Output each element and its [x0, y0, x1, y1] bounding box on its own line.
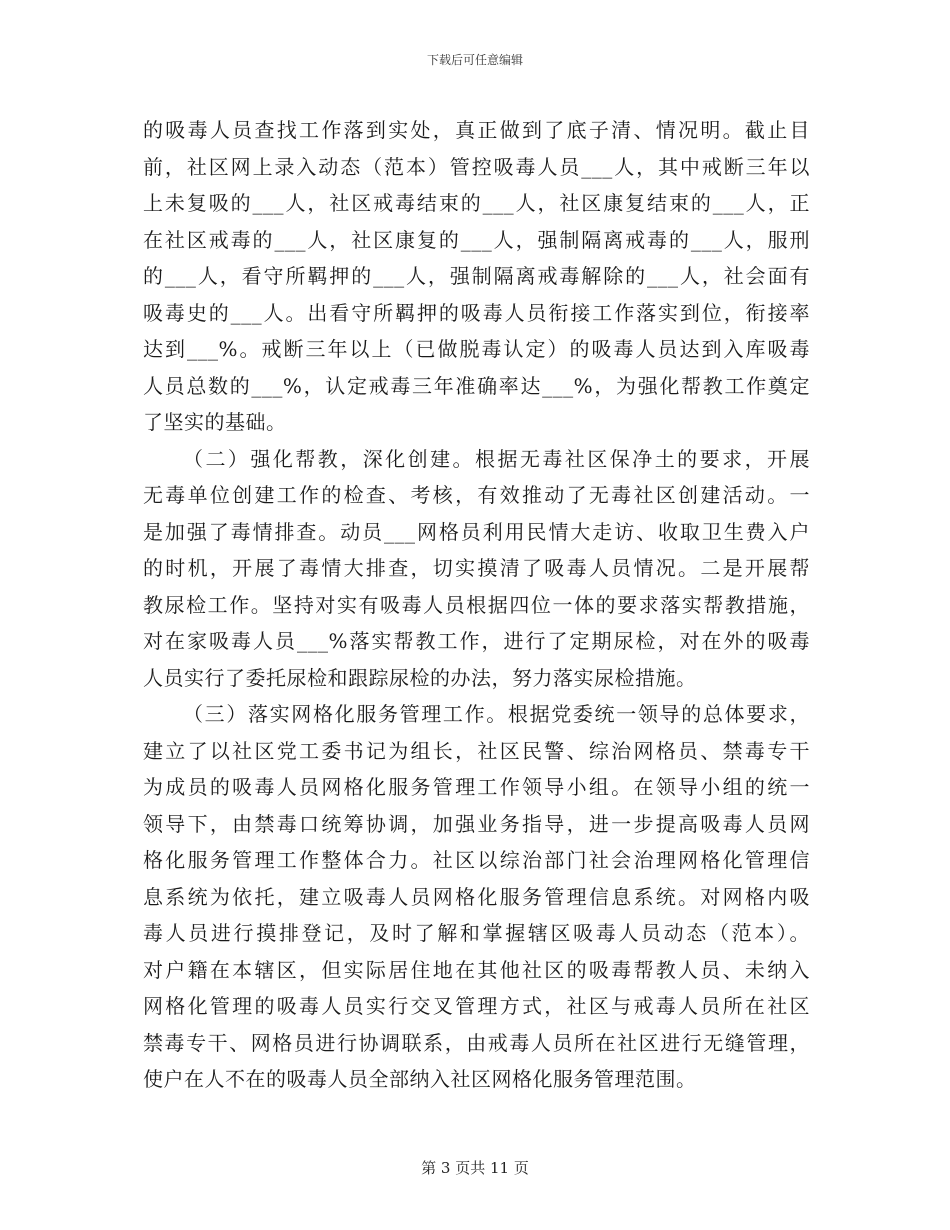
text-line: 达到___%。戒断三年以上（已做脱毒认定）的吸毒人员达到入库吸毒 [143, 337, 810, 361]
text-line: 了坚实的基础。 [143, 410, 287, 434]
paragraph-2 [143, 441, 810, 697]
text-line: 禁毒专干、网格员进行协调联系，由戒毒人员所在社区进行无缝管理， [143, 1030, 810, 1055]
text-line: 吸毒史的___人。出看守所羁押的吸毒人员衔接工作落实到位，衔接率 [143, 300, 810, 325]
text-line: 息系统为依托，建立吸毒人员网格化服务管理信息系统。对网格内吸 [143, 884, 810, 909]
text-line: 领导下，由禁毒口统筹协调，加强业务指导，进一步提高吸毒人员网 [143, 811, 810, 836]
text-line: 格化服务管理工作整体合力。社区以综治部门社会治理网格化管理信 [143, 848, 810, 872]
text-line: 建立了以社区党工委书记为组长，社区民警、综治网格员、禁毒专干 [143, 738, 810, 763]
text-line: 网格化管理的吸毒人员实行交叉管理方式，社区与戒毒人员所在社区 [143, 994, 810, 1018]
page-header: 下载后可任意编辑 [426, 53, 523, 67]
text-line: 教尿检工作。坚持对实有吸毒人员根据四位一体的要求落实帮教措施， [143, 592, 810, 617]
paragraph-1 [143, 112, 810, 441]
text-line: 毒人员进行摸排登记，及时了解和掌握辖区吸毒人员动态（范本）。 [143, 921, 810, 945]
body-content [143, 112, 810, 1098]
text-line: 对在家吸毒人员___%落实帮教工作，进行了定期尿检，对在外的吸毒 [143, 629, 810, 653]
text-line: 人员总数的___%，认定戒毒三年准确率达___%，为强化帮教工作奠定 [143, 373, 810, 398]
text-line: 使户在人不在的吸毒人员全部纳入社区网格化服务管理范围。 [143, 1067, 697, 1091]
text-line: 前，社区网上录入动态（范本）管控吸毒人员___人，其中戒断三年以 [143, 154, 810, 179]
text-line: 在社区戒毒的___人，社区康复的___人，强制隔离戒毒的___人，服刑 [143, 227, 810, 252]
text-line: （二）强化帮教，深化创建。根据无毒社区保净土的要求，开展 [183, 446, 810, 471]
text-line: 是加强了毒情排查。动员___网格员利用民情大走访、收取卫生费入户 [143, 519, 810, 544]
text-line: 的吸毒人员查找工作落到实处，真正做到了底子清、情况明。截止目 [143, 118, 810, 142]
text-line: 的___人，看守所羁押的___人，强制隔离戒毒解除的___人，社会面有 [143, 264, 810, 288]
text-line: 为成员的吸毒人员网格化服务管理工作领导小组。在领导小组的统一 [143, 775, 810, 799]
page-footer: 第 3 页共 11 页 [421, 1159, 529, 1177]
text-line: 人员实行了委托尿检和跟踪尿检的办法，努力落实尿检措施。 [143, 665, 697, 690]
text-line: 的时机，开展了毒情大排查，切实摸清了吸毒人员情况。二是开展帮 [143, 556, 810, 580]
paragraph-3 [143, 696, 810, 1098]
text-line: （三）落实网格化服务管理工作。根据党委统一领导的总体要求， [183, 702, 810, 726]
text-line: 对户籍在本辖区，但实际居住地在其他社区的吸毒帮教人员、未纳入 [143, 957, 810, 982]
text-line: 上未复吸的___人，社区戒毒结束的___人，社区康复结束的___人，正 [143, 191, 810, 215]
text-line: 无毒单位创建工作的检查、考核，有效推动了无毒社区创建活动。一 [143, 483, 810, 507]
